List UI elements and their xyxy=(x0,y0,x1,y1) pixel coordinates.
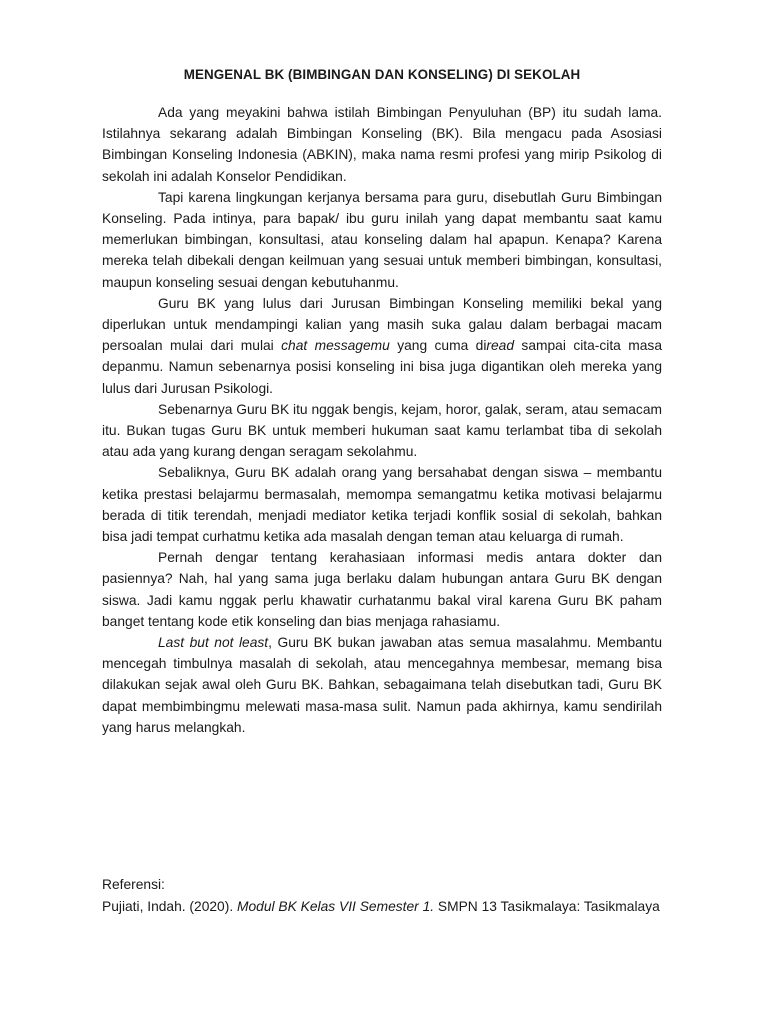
paragraph-text: Tapi karena lingkungan kerjanya bersama para guru, disebutlah Guru Bimbingan Konseling. Pada intinya, para bapak/ ibu guru inilah yang dapat membantu saat kamu memerlukan bimbingan, konsultasi, atau konseling dalam hal apapun. Kenapa? Karena mereka telah dibekali dengan keilmuan yang sesuai untuk memberi bimbingan, konsultasi, maupun konseling sesuai dengan kebutuhanmu. xyxy=(102,189,662,290)
paragraph xyxy=(102,293,662,399)
document-body xyxy=(102,66,662,738)
paragraph-text: sampai cita-cita masa depanmu. Namun sebenarnya posisi konseling ini bisa juga digantikan oleh mereka yang lulus dari Jurusan Psikologi. xyxy=(102,338,662,396)
reference-book-title: Modul BK Kelas VII Semester 1. xyxy=(237,899,435,914)
paragraph xyxy=(102,632,662,738)
reference-entry xyxy=(102,896,662,918)
reference-publisher: SMPN 13 Tasikmalaya: Tasikmalaya xyxy=(434,899,660,914)
paragraph-text: yang cuma di xyxy=(389,338,487,354)
paragraph-list xyxy=(102,102,662,738)
paragraph-italic-text: read xyxy=(486,338,515,354)
paragraph-text: Guru BK yang lulus dari Jurusan Bimbingan Konseling memiliki bekal yang diperlukan untuk mendampingi kalian yang masih suka galau dalam berbagai macam persoalan mulai dari mulai xyxy=(102,295,662,354)
paragraph-text: , Guru BK bukan jawaban atas semua masalahmu. Membantu mencegah timbulnya masalah di sekolah, atau mencegahnya membesar, memang bisa dilakukan sejak awal oleh Guru BK. Bahkan, sebagaimana telah disebutkan tadi, Guru BK dapat membimbingmu melewati masa-masa sulit. Namun pada akhirnya, kamu sendirilah yang harus melangkah. xyxy=(102,635,662,735)
paragraph xyxy=(102,462,662,547)
paragraph-text: Sebenarnya Guru BK itu nggak bengis, kejam, horor, galak, seram, atau semacam itu. Bukan tugas Guru BK untuk memberi hukuman saat kamu terlambat tiba di sekolah atau ada yang kurang dengan seragam sekolahmu. xyxy=(102,401,662,460)
document-title: MENGENAL BK (BIMBINGAN DAN KONSELING) DI SEKOLAH xyxy=(183,67,581,82)
references-section xyxy=(102,874,662,918)
paragraph-italic-text: Last but not least xyxy=(158,635,269,651)
paragraph-text: Pernah dengar tentang kerahasiaan informasi medis antara dokter dan pasiennya? Nah, hal yang sama juga berlaku dalam hubungan antara Guru BK dengan siswa. Jadi kamu nggak perlu khawatir curhatanmu bakal viral karena Guru BK paham banget tentang kode etik konseling dan bias menjaga rahasiamu. xyxy=(102,550,662,629)
paragraph-text: Ada yang meyakini bahwa istilah Bimbingan Penyuluhan (BP) itu sudah lama. Istilahnya sekarang adalah Bimbingan Konseling (BK). Bila mengacu pada Asosiasi Bimbingan Konseling Indonesia (ABKIN), maka nama resmi profesi yang mirip Psikolog di sekolah ini adalah Konselor Pendidikan. xyxy=(102,105,662,184)
paragraph xyxy=(102,399,662,463)
paragraph-italic-text: chat messagemu xyxy=(281,338,390,354)
reference-author-year: Pujiati, Indah. (2020). xyxy=(102,899,237,914)
references-heading: Referensi: xyxy=(102,877,165,892)
paragraph xyxy=(102,102,662,187)
paragraph-text: Sebaliknya, Guru BK adalah orang yang bersahabat dengan siswa – membantu ketika prestasi belajarmu bermasalah, memompa semangatmu ketika motivasi belajarmu berada di titik terendah, menjadi mediator ketika terjadi konflik sosial di sekolah, bahkan bisa jadi tempat curhatmu ketika ada masalah dengan teman atau keluarga di rumah. xyxy=(102,465,662,545)
paragraph xyxy=(102,547,662,632)
paragraph xyxy=(102,187,662,293)
